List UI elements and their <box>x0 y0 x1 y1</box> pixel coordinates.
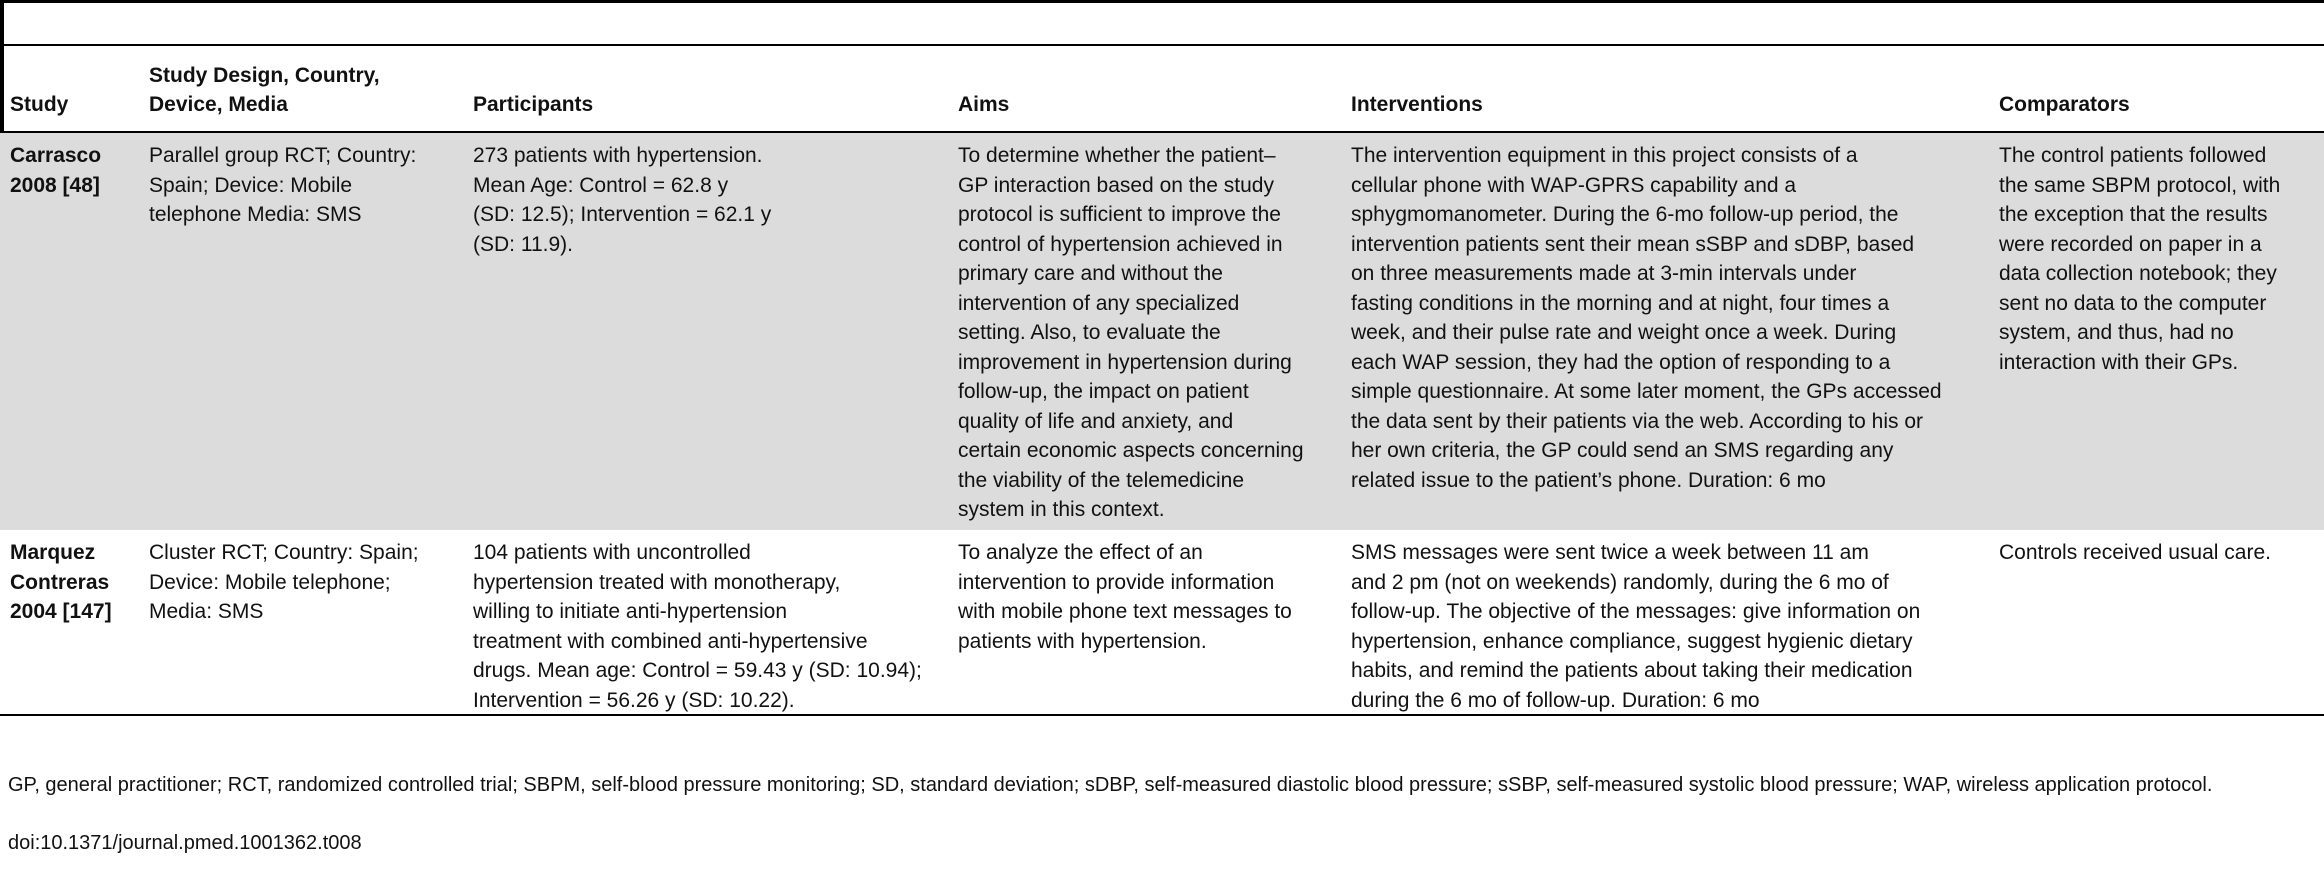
abbreviations-note: GP, general practitioner; RCT, randomized controlled trial; SBPM, self-blood pressure monitoring; SD, standard deviation; sDBP, self-measured diastolic blood pressure; sSBP, self-measured systolic blood pressure; WAP, wireless application protocol. <box>8 774 2213 796</box>
design-cell: Parallel group RCT; Country: Spain; Device: Mobile telephone Media: SMS <box>149 144 417 226</box>
participants-cell: 273 patients with hypertension. Mean Age: Control = 62.8 y (SD: 12.5); Intervention = 62.1 y (SD: 11.9). <box>473 144 772 256</box>
header-study: Study <box>10 93 69 116</box>
header-interventions: Interventions <box>1351 93 1483 116</box>
interventions-cell: The intervention equipment in this project consists of a cellular phone with WAP-GPRS capability and a sphygmomanometer. During the 6-mo follow-up period, the intervention patients sent their mean sSBP and sDBP, based on three measurements made at 3-min intervals under fasting conditions in the morning and at night, four times a week, and their pulse rate and weight once a week. During each WAP session, they had the option of responding to a simple questionnaire. At some later moment, the GPs accessed the data sent by their patients via the web. According to his or her own criteria, the GP could send an SMS regarding any related issue to the patient’s phone. Duration: 6 mo <box>1351 144 1942 492</box>
design-cell: Cluster RCT; Country: Spain; Device: Mobile telephone; Media: SMS <box>149 541 419 623</box>
doi-link[interactable]: doi:10.1371/journal.pmed.1001362.t008 <box>8 832 362 854</box>
table-row <box>0 133 2324 530</box>
comparators-cell: Controls received usual care. <box>1999 541 2271 564</box>
header-comparators: Comparators <box>1999 93 2130 116</box>
aims-cell: To analyze the effect of an intervention to provide information with mobile phone text messages to patients with hypertension. <box>958 541 1292 653</box>
comparators-cell: The control patients followed the same SBPM protocol, with the exception that the results were recorded on paper in a data collection notebook; they sent no data to the computer system, and thus, had no interaction with their GPs. <box>1999 144 2281 374</box>
top-rule <box>0 0 2324 3</box>
table-row <box>0 530 2324 714</box>
table-footer <box>8 742 2318 887</box>
table-bottom-rule <box>0 714 2324 716</box>
aims-cell: To determine whether the patient– GP interaction based on the study protocol is sufficient to improve the control of hypertension achieved in primary care and without the intervention of any specialized setting. Also, to evaluate the improvement in hypertension during follow-up, the impact on patient quality of life and anxiety, and certain economic aspects concerning the viability of the telemedicine system in this context. <box>958 144 1304 521</box>
study-cell: Carrasco 2008 [48] <box>10 144 102 197</box>
participants-cell: 104 patients with uncontrolled hypertension treated with monotherapy, willing to initiate anti-hypertension treatment with combined anti-hypertensive drugs. Mean age: Control = 59.43 y (SD: 10.94); Intervention = 56.26 y (SD: 10.22). <box>473 541 922 712</box>
header-design: Study Design, Country, Device, Media <box>149 64 380 116</box>
study-cell: Marquez Contreras 2004 [147] <box>10 541 112 623</box>
table-header <box>0 46 2324 131</box>
interventions-cell: SMS messages were sent twice a week between 11 am and 2 pm (not on weekends) randomly, during the 6 mo of follow-up. The objective of the messages: give information on hypertension, enhance compliance, suggest hygienic dietary habits, and remind the patients about taking their medication during the 6 mo of follow-up. Duration: 6 mo <box>1351 541 1921 712</box>
header-aims: Aims <box>958 93 1010 116</box>
header-participants: Participants <box>473 93 594 116</box>
